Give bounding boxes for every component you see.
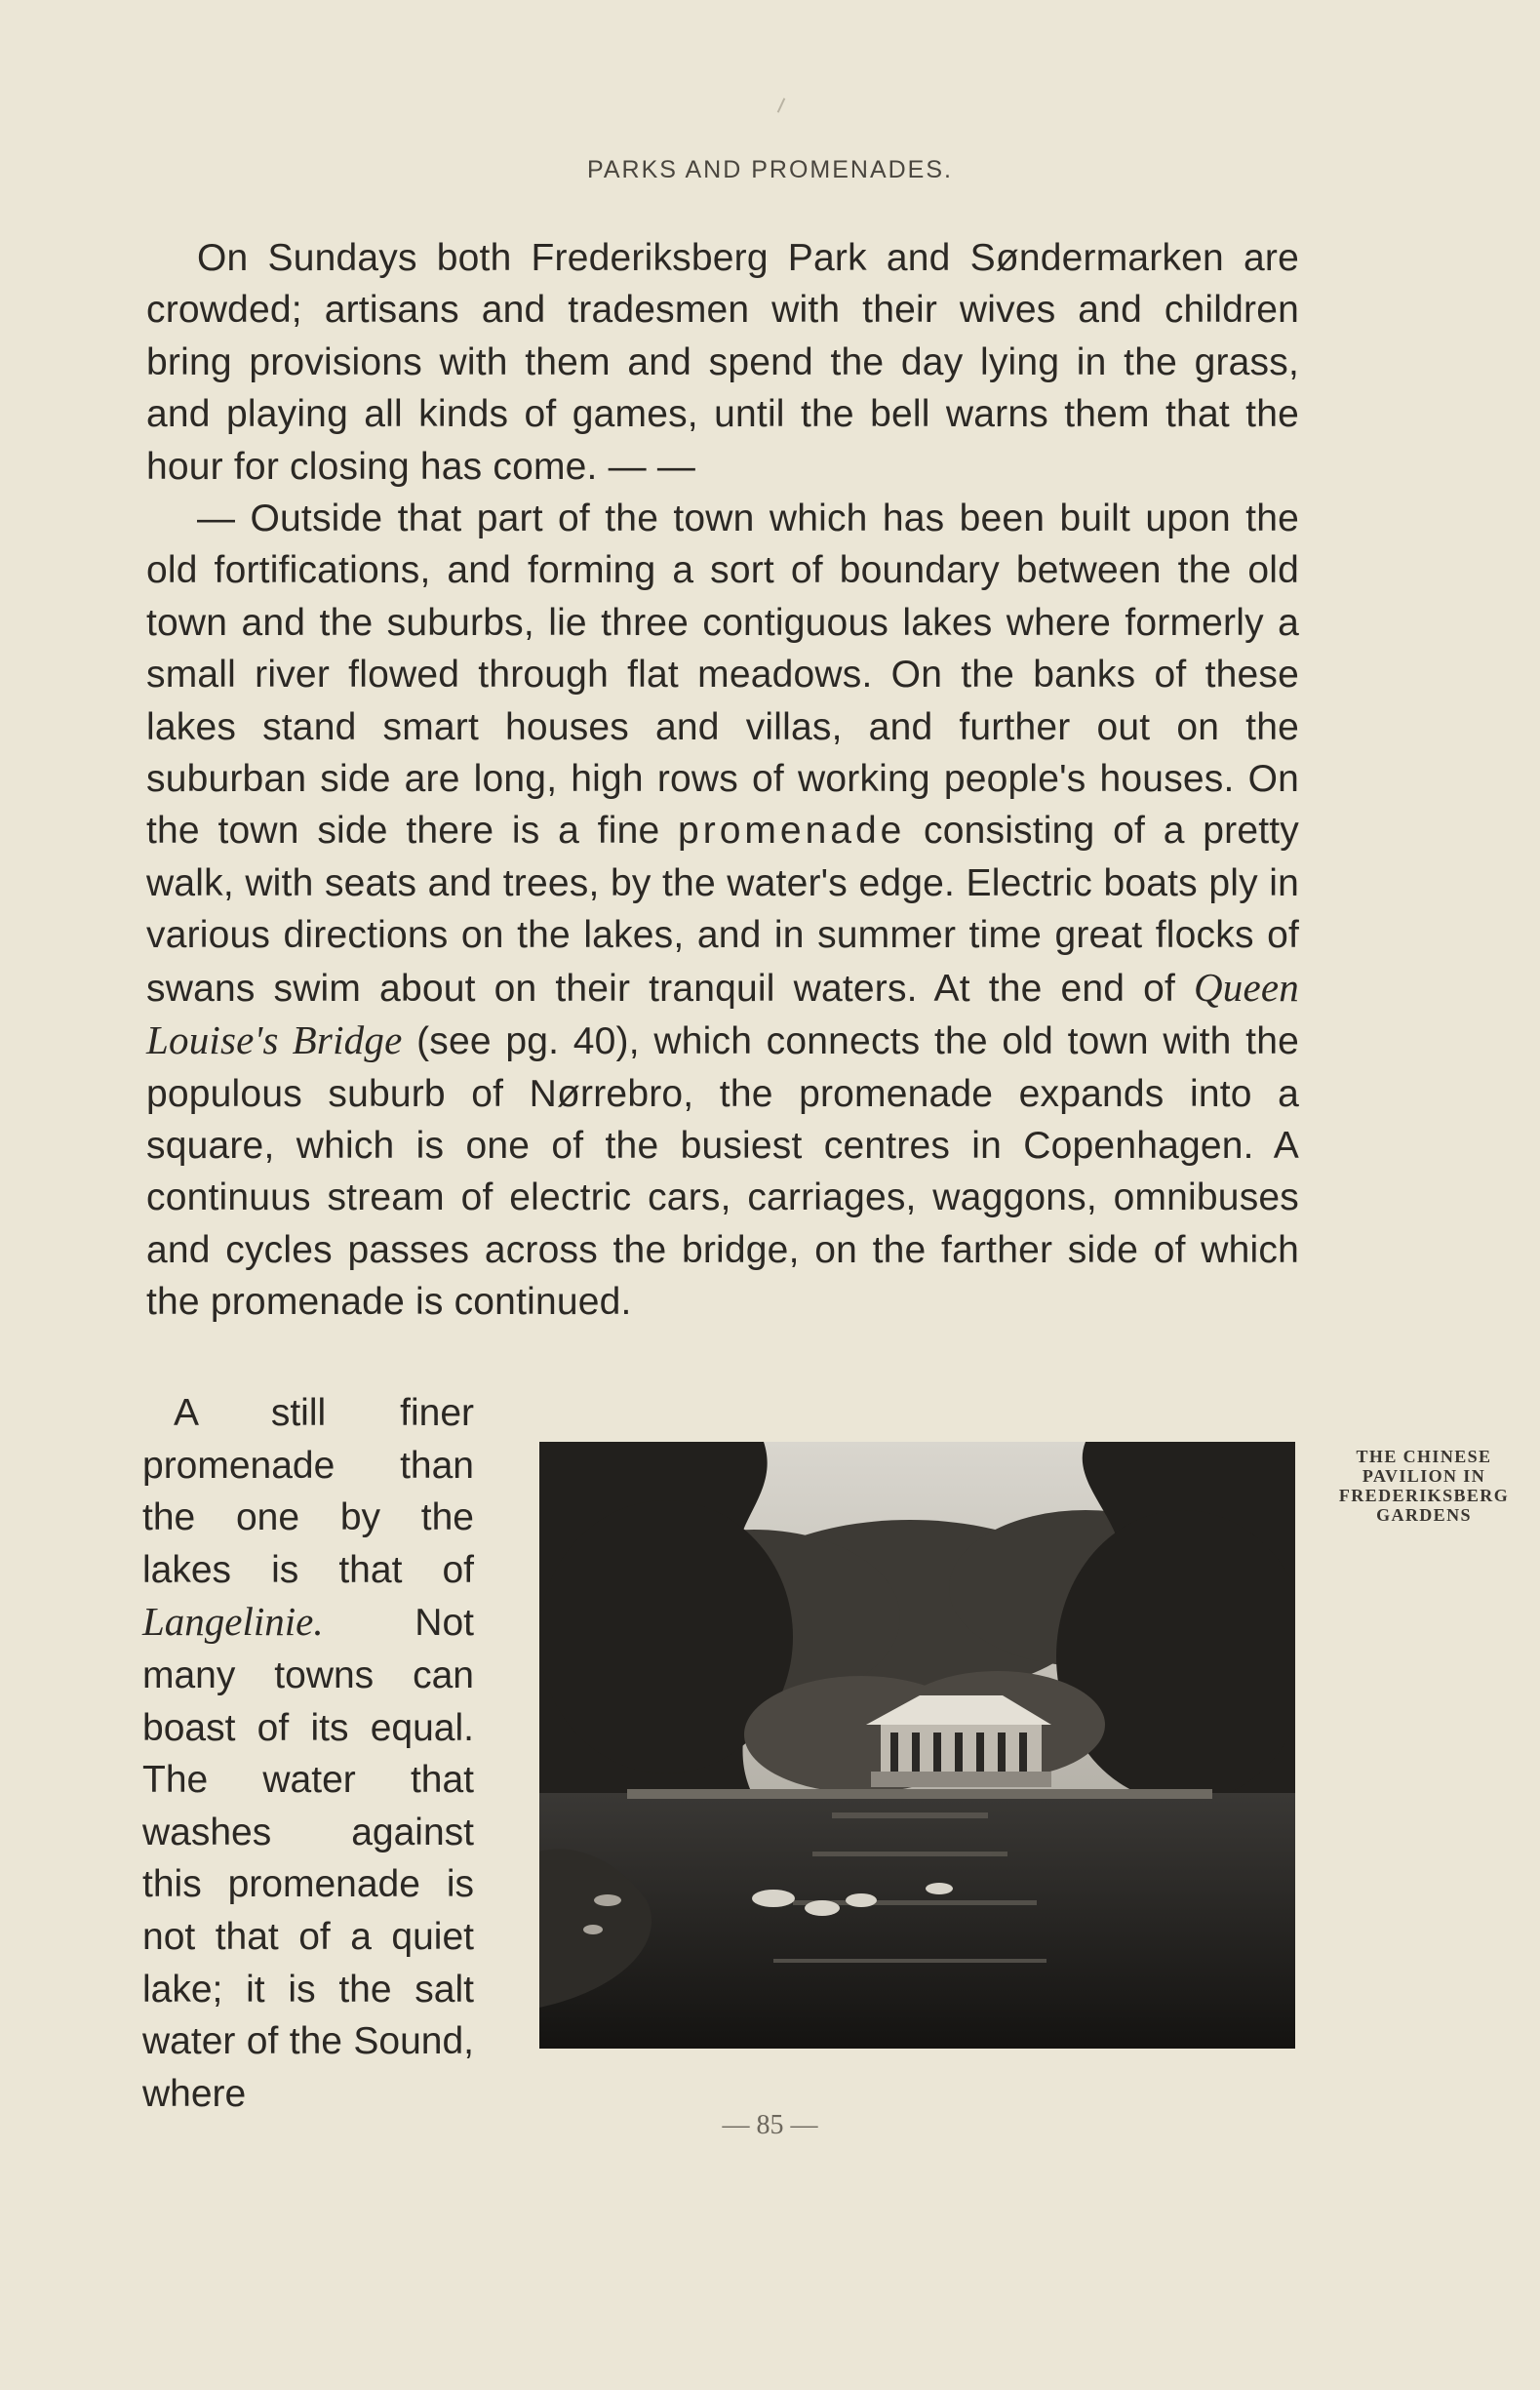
langelinie-text-b: Not many towns can boast of its equal. The water that washes against this promenade is not that of a quiet lake; it is the salt water of the Sound, where [142, 1602, 474, 2115]
page-number: — 85 — [722, 2110, 818, 2140]
langelinie-text-a: A still finer promenade than the one by the lakes is that of [142, 1392, 474, 1591]
langelinie-italic: Langelinie. [142, 1599, 324, 1645]
lakes-text-c: (see pg. 40), which connects the old town with the populous suburb of Nørrebro, the promenade expands into a square, which is one of the busiest centres in Copenhagen. A continuus stream of electric cars, carriages, waggons, omnibuses and cycles passes across the bridge, on the farther side of which the promenade is continued. [146, 1020, 1299, 1324]
paragraph-sundays: On Sundays both Frederiksberg Park and Søndermarken are crowded; artisans and tradesmen with their wives and children bring provisions with them and spend the day lying in the grass, and playing all kinds of games, until the bell warns them that the hour for closing has come. — — [146, 237, 1299, 488]
running-head: PARKS AND PROMENADES. [587, 156, 953, 183]
figure-caption: THE CHINESE PAVILION IN FREDERIKSBERG GARDENS [1338, 1447, 1510, 1525]
paragraph-langelinie [142, 1387, 474, 2120]
queen-louise-bridge-italic: Queen Louise's Bridge [146, 964, 1299, 1063]
chinese-pavilion-photo [539, 1442, 1295, 2049]
lakes-text-a: — Outside that part of the town which has been built upon the old fortifications, and forming a sort of boundary between the old town and the suburbs, lie three contiguous lakes where formerly a small river flowed through flat meadows. On the banks of these lakes stand smart houses and villas, and further out on the suburban side are long, high rows of working people's houses. On the town side there is a fine [146, 498, 1299, 853]
promenade-spaced: promenade [678, 810, 906, 853]
photo-illustration [539, 1442, 1295, 2049]
paragraph-lakes [146, 493, 1299, 1329]
body-text [146, 232, 1299, 1329]
stray-mark [777, 98, 786, 112]
lakes-text-b: consisting of a pretty walk, with seats and trees, by the water's edge. Electric boats ply in various directions on the lakes, and in summer time great flocks of swans swim about on their tranquil waters. At the end of [146, 810, 1299, 1010]
